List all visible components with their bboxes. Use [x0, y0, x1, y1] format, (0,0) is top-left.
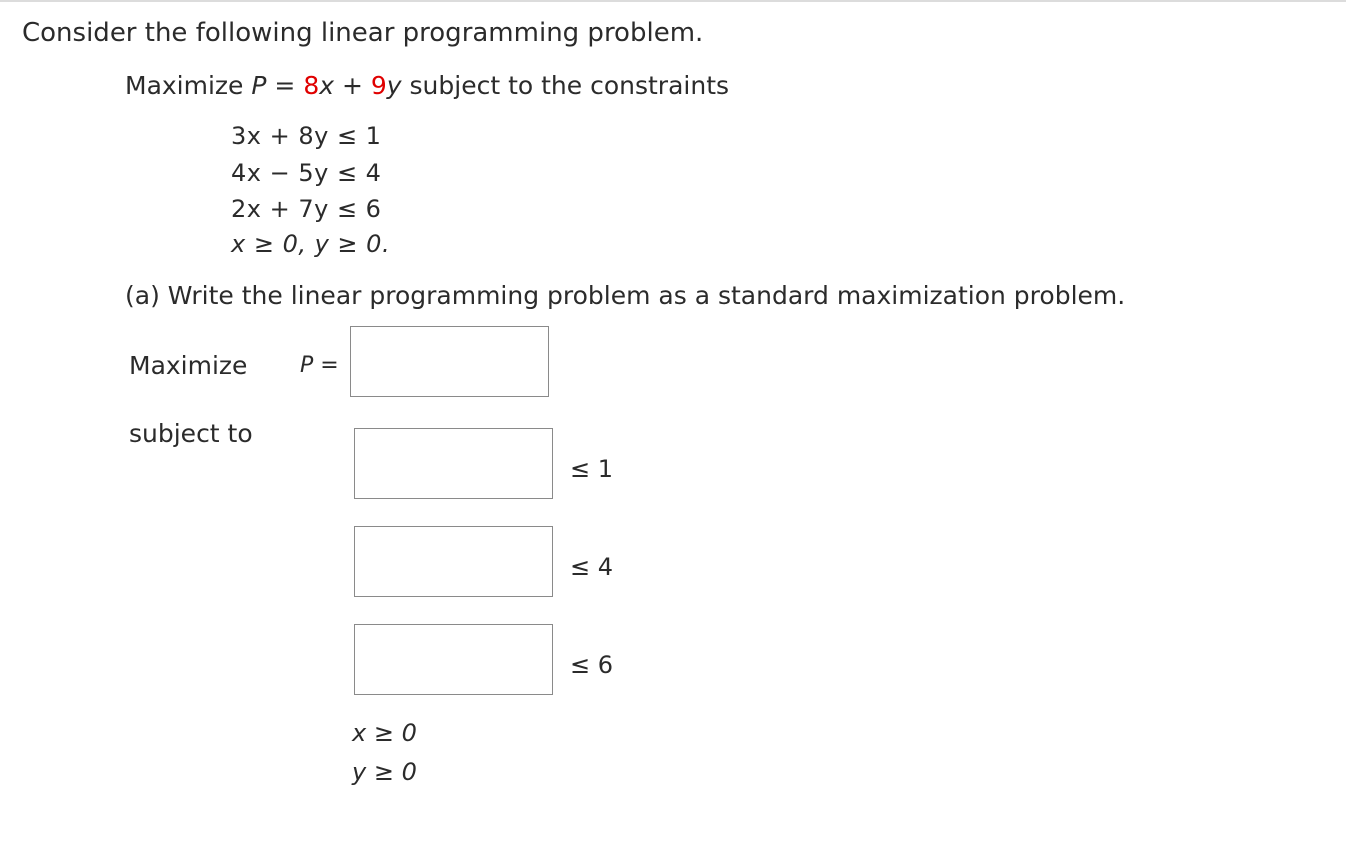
nonneg-y: y ≥ 0: [352, 758, 417, 786]
problem-intro: Consider the following linear programming problem.: [22, 18, 704, 48]
objective-var-x: x: [319, 71, 335, 100]
objective-coef-x: 8: [303, 71, 320, 100]
constraint-3: 2x + 7y ≤ 6: [231, 195, 382, 223]
objective-coef-y: 9: [370, 71, 387, 100]
constraint-2-input[interactable]: [354, 526, 553, 597]
constraint-2-rhs: ≤ 4: [570, 553, 614, 581]
objective-prefix: Maximize: [125, 71, 252, 100]
objective-var-p: P: [251, 71, 267, 100]
constraint-nonnegativity: x ≥ 0, y ≥ 0.: [231, 230, 391, 258]
objective-suffix: subject to the constraints: [401, 71, 730, 100]
constraint-3-rhs: ≤ 6: [570, 651, 614, 679]
top-divider: [0, 0, 1346, 2]
constraint-1-rhs: ≤ 1: [570, 455, 614, 483]
constraint-2: 4x − 5y ≤ 4: [231, 159, 382, 187]
objective-function: [125, 71, 729, 100]
objective-var-y: y: [386, 71, 402, 100]
constraint-1: 3x + 8y ≤ 1: [231, 122, 382, 150]
subject-to-label: subject to: [129, 419, 253, 448]
objective-answer-input[interactable]: [350, 326, 549, 397]
p-equals-label: P =: [300, 353, 339, 378]
constraint-1-input[interactable]: [354, 428, 553, 499]
objective-eq: =: [266, 71, 304, 100]
maximize-label: Maximize: [129, 351, 248, 380]
part-a-question: (a) Write the linear programming problem as a standard maximization problem.: [125, 281, 1126, 310]
objective-plus: +: [334, 71, 371, 100]
constraint-3-input[interactable]: [354, 624, 553, 695]
nonneg-x: x ≥ 0: [352, 719, 417, 747]
